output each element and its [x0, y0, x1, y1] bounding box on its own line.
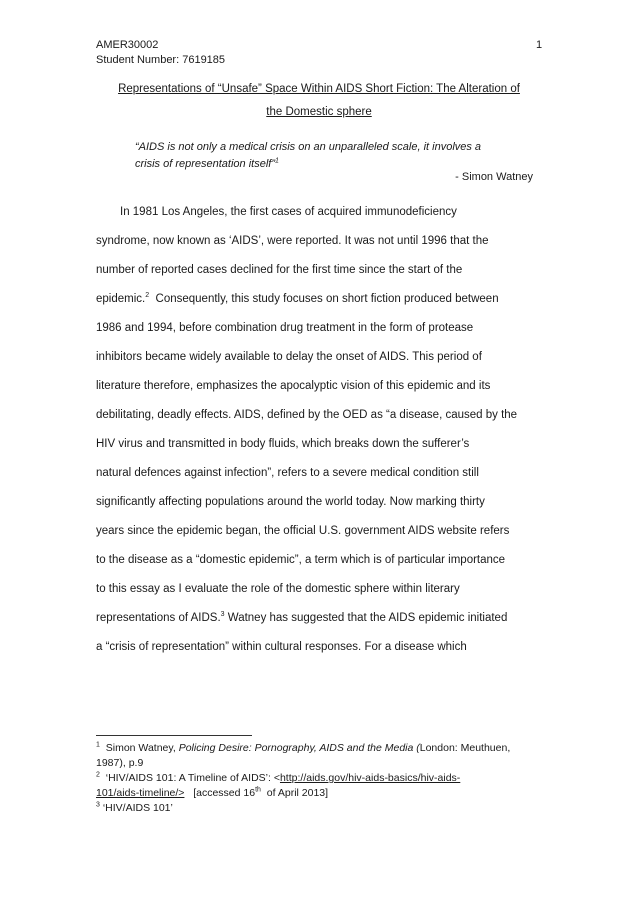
course-code: AMER30002: [96, 39, 159, 51]
body-line: to the disease as a “domestic epidemic”, a term which is of particular importance: [96, 554, 506, 566]
footnote-2-link[interactable]: http://aids.gov/hiv-aids-basics/hiv-aids-: [279, 772, 461, 784]
footnotes: [96, 741, 542, 816]
body-paragraph: [96, 0, 542, 720]
footnote-3: $^3$ ‘HIV/AIDS 101’: [96, 801, 173, 814]
body-line: 1986 and 1994, before combination drug treatment in the form of protease: [96, 322, 474, 334]
body-line: to this essay as I evaluate the role of the domestic sphere within literary: [96, 583, 460, 595]
footnote-2-link-cont[interactable]: 101/aids-timeline/>: [96, 787, 185, 799]
footnote-ref: 1: [275, 157, 279, 165]
footnote-1-cont: 1987), p.9: [96, 757, 144, 769]
title-line-2: the Domestic sphere: [266, 106, 372, 118]
body-line: representations of AIDS.$^3$ Watney has suggested that the AIDS epidemic initiated: [96, 611, 508, 624]
footnote-2-cont: 101/aids-timeline/> [accessed 16th of April 2013]: [96, 786, 329, 799]
footnote-2: $^2$ ‘HIV/AIDS 101: A Timeline of AIDS’: <http://aids.gov/hiv-aids-basics/hiv-aids-: [96, 771, 461, 784]
body-line: significantly affecting populations around the world today. Now marking thirty: [96, 496, 485, 508]
body-line: natural defences against infection”, refers to a severe medical condition still: [96, 467, 479, 479]
student-number: Student Number: 7619185: [96, 54, 226, 66]
body-line: years since the epidemic began, the official U.S. government AIDS website refers: [96, 525, 510, 537]
body-line: syndrome, now known as ‘AIDS’, were reported. It was not until 1996 that the: [96, 235, 489, 247]
body-line: number of reported cases declined for the first time since the start of the: [96, 264, 463, 276]
page-number: 1: [536, 39, 543, 51]
footnote-1: $^1$ Simon Watney, Policing Desire: Pornography, AIDS and the Media (London: Meuthuen,: [96, 741, 511, 754]
title-line-1: Representations of “Unsafe” Space Within AIDS Short Fiction: The Alteration of: [118, 83, 520, 95]
epigraph-attribution: - Simon Watney: [455, 171, 533, 183]
body-line: literature therefore, emphasizes the apocalyptic vision of this epidemic and its: [96, 380, 491, 392]
epigraph-line-1: “AIDS is not only a medical crisis on an unparalleled scale, it involves a: [135, 141, 482, 153]
body-line: epidemic.$^2$ Consequently, this study focuses on short fiction produced between: [96, 292, 499, 305]
body-line: In 1981 Los Angeles, the first cases of acquired immunodeficiency: [120, 206, 457, 218]
body-line: debilitating, deadly effects. AIDS, defined by the OED as “a disease, caused by the: [96, 409, 518, 421]
body-line: inhibitors became widely available to delay the onset of AIDS. This period of: [96, 351, 482, 363]
body-line: a “crisis of representation” within cultural responses. For a disease which: [96, 641, 467, 653]
footnote-separator: [96, 735, 252, 736]
epigraph-line-2: crisis of representation itself”: [135, 158, 275, 170]
body-line: HIV virus and transmitted in body fluids, which breaks down the sufferer’s: [96, 438, 470, 450]
footnote-ref: 2: [145, 292, 150, 300]
footnote-ref: 3: [220, 611, 225, 619]
